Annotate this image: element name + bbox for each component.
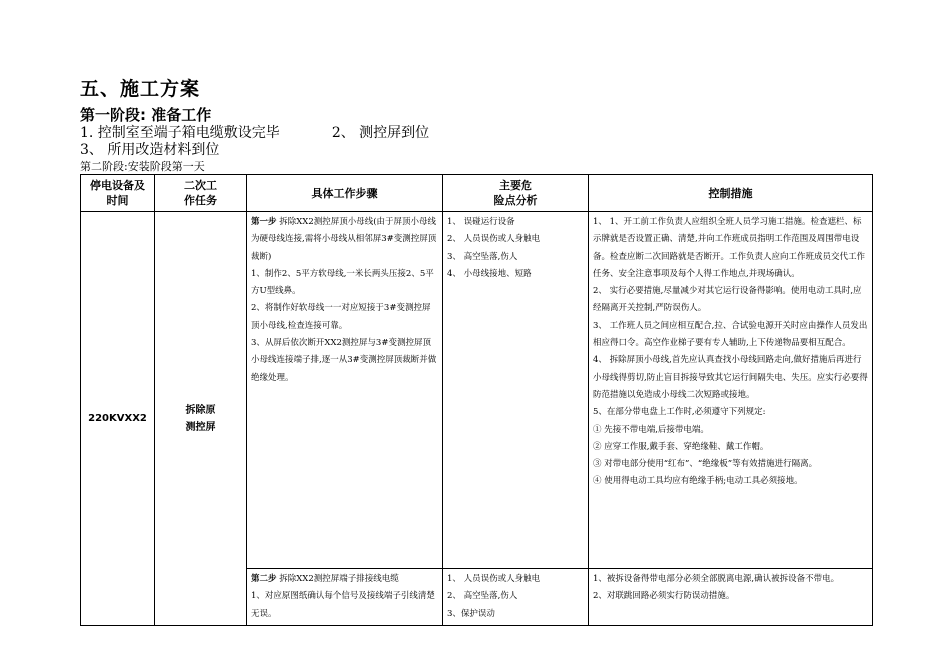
hazard-item: 2、 高空坠落,伤人 (447, 591, 518, 602)
step1-cell (247, 212, 443, 569)
control-item: ④ 使用得电动工具均应有绝缘手柄;电动工具必须接地。 (593, 476, 803, 487)
phase1-item-1: 1. 控制室至端子箱电缆敷设完毕 (80, 125, 280, 141)
step1-sub2: 2、将制作好软母线一一对应短接于3#变测控屏顶小母线,检查连接可靠。 (251, 303, 431, 331)
control-item: 2、对联跳回路必须实行防误动措施。 (593, 591, 735, 602)
header-control-measures: 控制措施 (589, 175, 873, 212)
phase1-item-2: 2、 测控屏到位 (331, 125, 430, 141)
hazard-item: 3、保护误动 (447, 608, 495, 619)
step2-label: 第二步 (251, 574, 277, 584)
control-item: 2、 实行必要措施,尽量减少对其它运行设备得影响。使用电动工具时,应经隔离开关控制,严防误伤人。 (593, 286, 862, 314)
section-title: 五、施工方案 (80, 78, 201, 100)
table-row (81, 212, 873, 569)
control-item: 3、 工作班人员之间应相互配合,拉、合试验电源开关时应由操作人员发出相应得口令。高空作业梯子要有专人辅助,上下传递物品要相互配合。 (593, 320, 868, 349)
header-hazard-analysis: 主要危 险点分析 (443, 175, 589, 212)
step1-sub3: 3、从屏后依次断开XX2测控屏与3#变测控屏顶小母线连接端子排,逐一从3#变测控屏顶裁断并做绝缘处理。 (251, 338, 437, 383)
phase1-item-3: 3、 所用改造材料到位 (80, 142, 220, 158)
step1-label: 第一步 (251, 217, 277, 227)
control-item: 1、被拆设备得带电部分必须全部脱离电源,确认被拆设备不带电。 (593, 574, 840, 584)
control-item: 1、 1、开工前工作负责人应组织全班人员学习施工措施。检查遮栏、标示牌就是否设置正确、清楚,并向工作班成员指明工作范围及周围带电设备。检查应断二次回路就是否断开。工作负责人应向工作班成员交代工作任务、安全注意事项及每个人得工作地点,并现场确认。 (593, 217, 866, 279)
header-work-steps: 具体工作步骤 (247, 175, 443, 212)
control-item: ③ 对带电部分使用“红布”、“绝缘板”等有效措施进行隔离。 (593, 459, 818, 470)
step1-sub1: 1、制作2、5平方软母线,一米长两头压接2、5平方U型线鼻。 (251, 268, 434, 297)
step2-cell (247, 569, 443, 626)
task-cell: 拆除原 测控屏 (155, 212, 247, 626)
table-header-row (81, 175, 873, 212)
hazard-item: 3、 高空坠落,伤人 (447, 251, 518, 262)
control-item: ② 应穿工作服,戴手套、穿绝缘鞋、戴工作帽。 (593, 441, 769, 452)
controls2-cell (589, 569, 873, 626)
control-item: ① 先接不带电端,后接带电端。 (593, 424, 709, 435)
controls1-cell (589, 212, 873, 569)
equipment-cell: 220KVXX2 (81, 212, 155, 626)
hazard-item: 2、 人员误伤或人身触电 (447, 234, 541, 245)
phase2-title: 第二阶段:安装阶段第一天 (80, 160, 205, 173)
hazards2-cell (443, 569, 589, 626)
step2-text: 拆除XX2测控屏端子排接线电缆 (279, 574, 399, 584)
hazard-item: 1、 误碰运行设备 (447, 217, 515, 227)
step2-sub1: 1、对应原图纸确认每个信号及接线端子引线清楚无误。 (251, 591, 435, 619)
header-equipment-time: 停电设备及 时间 (81, 175, 155, 212)
hazard-item: 1、 人员误伤或人身触电 (447, 574, 541, 584)
control-item: 4、 拆除屏顶小母线,首先应认真查找小母线回路走向,做好措施后再进行小母线得剪切,防止盲目拆接导致其它运行间隔失电、失压。应实行必要得防范措施以免造成小母线二次短路或接地。 (593, 355, 868, 400)
step1-text: 拆除XX2测控屏顶小母线(由于屏顶小母线为硬母线连接,需将小母线从相邻屏3#变测控屏顶裁断) (251, 217, 437, 262)
phase1-title: 第一阶段: 准备工作 (80, 106, 212, 124)
hazard-item: 4、 小母线接地、短路 (447, 268, 532, 279)
control-item: 5、在部分带电盘上工作时,必须遵守下列规定: (593, 407, 766, 418)
construction-plan-table (80, 174, 873, 626)
hazards1-cell (443, 212, 589, 569)
header-secondary-task: 二次工 作任务 (155, 175, 247, 212)
